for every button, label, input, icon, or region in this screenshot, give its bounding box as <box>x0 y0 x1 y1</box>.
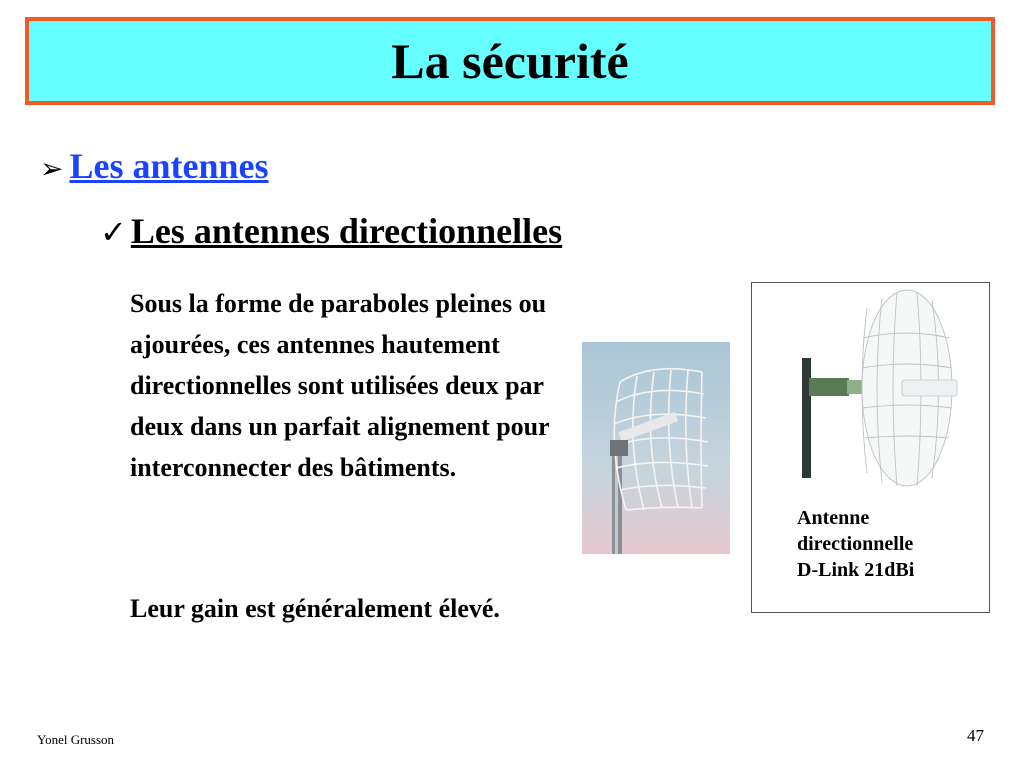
arrow-bullet-icon: ➢ <box>40 154 64 185</box>
caption-line-1: Antenne <box>797 507 870 529</box>
caption-line-2: directionnelle <box>797 533 914 555</box>
dlink-antenna-figure <box>751 282 990 613</box>
slide-title: La sécurité <box>391 33 629 89</box>
checkmark-bullet-icon: ✓ <box>100 213 127 251</box>
footer-author: Yonel Grusson <box>37 732 115 747</box>
gain-paragraph: Leur gain est généralement élevé. <box>130 594 500 623</box>
bullet-level1 <box>40 145 269 187</box>
grid-antenna-photo <box>582 342 730 554</box>
page-number: 47 <box>967 726 984 745</box>
title-box <box>25 17 995 105</box>
bullet-level2 <box>100 210 562 252</box>
caption-line-3: D-Link 21dBi <box>797 559 915 581</box>
dlink-antenna-photo <box>787 288 967 498</box>
description-paragraph: Sous la forme de paraboles pleines ou ajourées, ces antennes hautement directionnelles sont utilisées deux par deux dans un parfait alignement pour interconnecter des bâtiments. <box>130 289 550 482</box>
heading-les-antennes-link[interactable]: Les antennes <box>69 146 269 186</box>
antenna-caption <box>797 505 914 583</box>
subheading-directional: Les antennes directionnelles <box>130 211 563 251</box>
